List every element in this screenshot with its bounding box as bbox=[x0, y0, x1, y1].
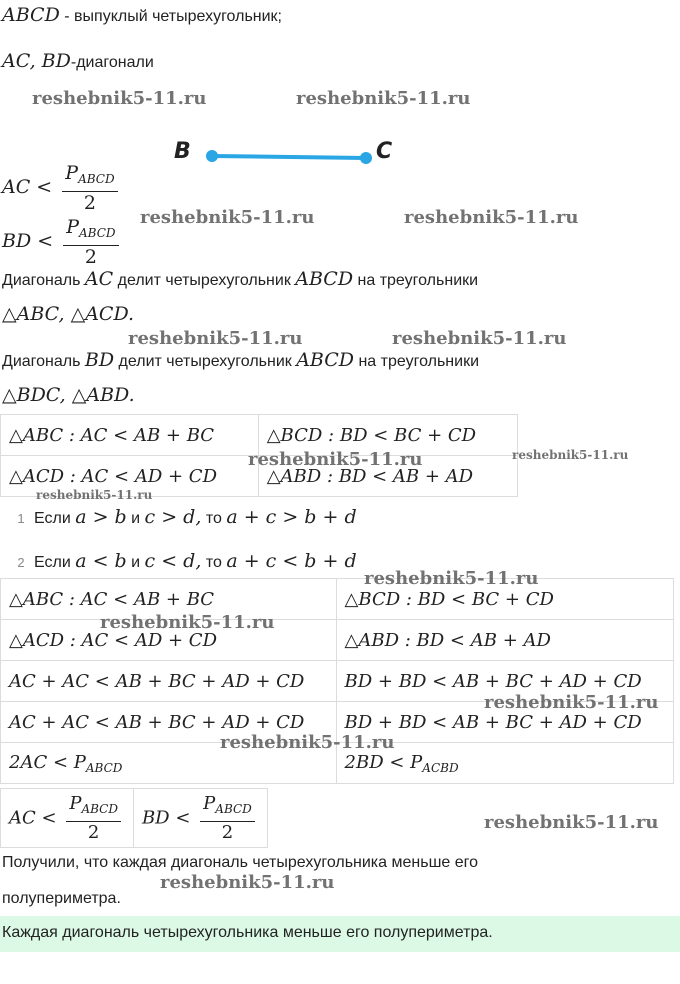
text: то bbox=[201, 554, 227, 571]
result-table bbox=[0, 788, 268, 848]
conclusion-line-1: Получили, что каждая диагональ четырехугольника меньше его bbox=[2, 854, 479, 871]
watermark: reshebnik5-11.ru bbox=[220, 732, 395, 753]
frac-sub: ABCD bbox=[215, 801, 252, 816]
triangles-bd: △BDC, △ABD. bbox=[2, 384, 135, 406]
text: Если bbox=[34, 554, 76, 571]
watermark: reshebnik5-11.ru bbox=[128, 328, 303, 349]
math-abcd: ABCD bbox=[2, 4, 60, 26]
watermark: reshebnik5-11.ru bbox=[140, 207, 315, 228]
table-cell: △BCD : BD < BC + CD bbox=[258, 415, 517, 456]
frac-num: P bbox=[65, 162, 79, 184]
point-c bbox=[360, 152, 372, 164]
watermark: reshebnik5-11.ru bbox=[36, 488, 153, 502]
summation-table bbox=[0, 578, 674, 784]
answer-text: Каждая диагональ четырехугольника меньше его полупериметра. bbox=[2, 924, 493, 941]
fraction-half-perimeter bbox=[62, 162, 117, 214]
diagonals-text: -диагонали bbox=[70, 54, 154, 71]
triangles-ac: △ABC, △ACD. bbox=[2, 303, 135, 325]
label-b: B bbox=[174, 139, 191, 164]
watermark: reshebnik5-11.ru bbox=[100, 612, 275, 633]
math: c < d, bbox=[144, 550, 202, 572]
list-item bbox=[8, 506, 357, 528]
segment-line bbox=[212, 156, 366, 158]
table-cell: AC + AC < AB + BC + AD + CD bbox=[1, 702, 337, 743]
frac-den: 2 bbox=[87, 821, 100, 843]
frac-den: 2 bbox=[83, 192, 96, 214]
watermark: reshebnik5-11.ru bbox=[248, 449, 423, 470]
cell-text: BD < bbox=[141, 807, 191, 828]
watermark: reshebnik5-11.ru bbox=[512, 448, 629, 462]
diagonals-line bbox=[2, 50, 154, 72]
cell-sub: ABCD bbox=[85, 760, 123, 775]
frac-den: 2 bbox=[221, 821, 234, 843]
table-row bbox=[1, 789, 268, 848]
inequality-ac bbox=[2, 162, 122, 214]
watermark: reshebnik5-11.ru bbox=[484, 812, 659, 833]
math-bd: BD bbox=[84, 349, 115, 371]
ineq-ac-left: AC < bbox=[2, 176, 53, 198]
text: Если bbox=[34, 510, 76, 527]
text: и bbox=[126, 554, 145, 571]
watermark: reshebnik5-11.ru bbox=[32, 88, 207, 109]
figure-segment-bc bbox=[170, 138, 410, 170]
text: Диагональ bbox=[2, 353, 85, 370]
math: a > b bbox=[75, 506, 127, 528]
frac-sub: ABCD bbox=[78, 172, 115, 186]
cell-text: 2AC < P bbox=[9, 751, 86, 773]
label-c: C bbox=[376, 139, 393, 164]
math: a < b bbox=[75, 550, 127, 572]
frac-num: P bbox=[66, 216, 79, 238]
table-cell bbox=[1, 789, 134, 848]
text: на треугольники bbox=[353, 272, 479, 289]
statement-text: - выпуклый четырехугольник; bbox=[59, 8, 282, 25]
table-cell: △BCD : BD < BC + CD bbox=[336, 579, 673, 620]
watermark: reshebnik5-11.ru bbox=[296, 88, 471, 109]
table-cell: △ACD : AC < AD + CD bbox=[1, 456, 259, 497]
watermark: reshebnik5-11.ru bbox=[404, 207, 579, 228]
fraction-half-perimeter bbox=[200, 793, 255, 844]
math-abcd: ABCD bbox=[295, 268, 354, 290]
frac-sub: ABCD bbox=[81, 801, 118, 816]
point-b bbox=[206, 150, 218, 162]
list-number: 2 bbox=[17, 555, 25, 570]
text: Диагональ bbox=[2, 272, 85, 289]
math: a + c > b + d bbox=[226, 506, 357, 528]
table-cell: BD + BD < AB + BC + AD + CD bbox=[336, 661, 673, 702]
text: на треугольники bbox=[354, 353, 479, 370]
watermark: reshebnik5-11.ru bbox=[160, 872, 335, 893]
table-cell: △ACD : AC < AD + CD bbox=[1, 620, 337, 661]
text: то bbox=[201, 510, 227, 527]
segment-svg bbox=[170, 138, 410, 170]
cell-text: AC < bbox=[9, 807, 57, 828]
math: a + c < b + d bbox=[226, 550, 357, 572]
frac-den: 2 bbox=[84, 246, 97, 268]
math-abcd: ABCD bbox=[296, 349, 355, 371]
fraction-half-perimeter bbox=[66, 793, 121, 844]
table-cell: △ABC : AC < AB + BC bbox=[1, 579, 337, 620]
answer-banner bbox=[0, 916, 680, 952]
table-cell: BD + BD < AB + BC + AD + CD bbox=[336, 702, 673, 743]
math-ac: AC bbox=[84, 268, 114, 290]
table-cell: △ABD : BD < AB + AD bbox=[258, 456, 517, 497]
watermark: reshebnik5-11.ru bbox=[364, 568, 539, 589]
table-cell: AC + AC < AB + BC + AD + CD bbox=[1, 661, 337, 702]
frac-num: P bbox=[203, 792, 216, 814]
table-cell bbox=[133, 789, 267, 848]
table-cell: △ABC : AC < AB + BC bbox=[1, 415, 259, 456]
text: и bbox=[126, 510, 145, 527]
cell-text: 2BD < P bbox=[344, 751, 423, 773]
table-cell: △ABD : BD < AB + AD bbox=[336, 620, 673, 661]
math-diagonals: AC, BD bbox=[2, 50, 71, 72]
frac-sub: ABCD bbox=[79, 226, 116, 240]
math: c > d, bbox=[144, 506, 202, 528]
list-number: 1 bbox=[17, 511, 25, 526]
list-item bbox=[8, 550, 357, 572]
conclusion-line-2: полупериметра. bbox=[2, 890, 121, 907]
cell-sub: ACBD bbox=[422, 760, 459, 775]
text: делит четырехугольник bbox=[113, 272, 296, 289]
diagonal-bd-text bbox=[2, 349, 479, 371]
statement-line bbox=[2, 4, 282, 26]
text: делит четырехугольник bbox=[114, 353, 297, 370]
inequality-bd bbox=[2, 216, 123, 268]
watermark: reshebnik5-11.ru bbox=[484, 692, 659, 713]
fraction-half-perimeter bbox=[63, 216, 118, 268]
watermark: reshebnik5-11.ru bbox=[392, 328, 567, 349]
diagonal-ac-text bbox=[2, 268, 478, 290]
frac-num: P bbox=[69, 792, 82, 814]
ineq-bd-left: BD < bbox=[2, 230, 54, 252]
